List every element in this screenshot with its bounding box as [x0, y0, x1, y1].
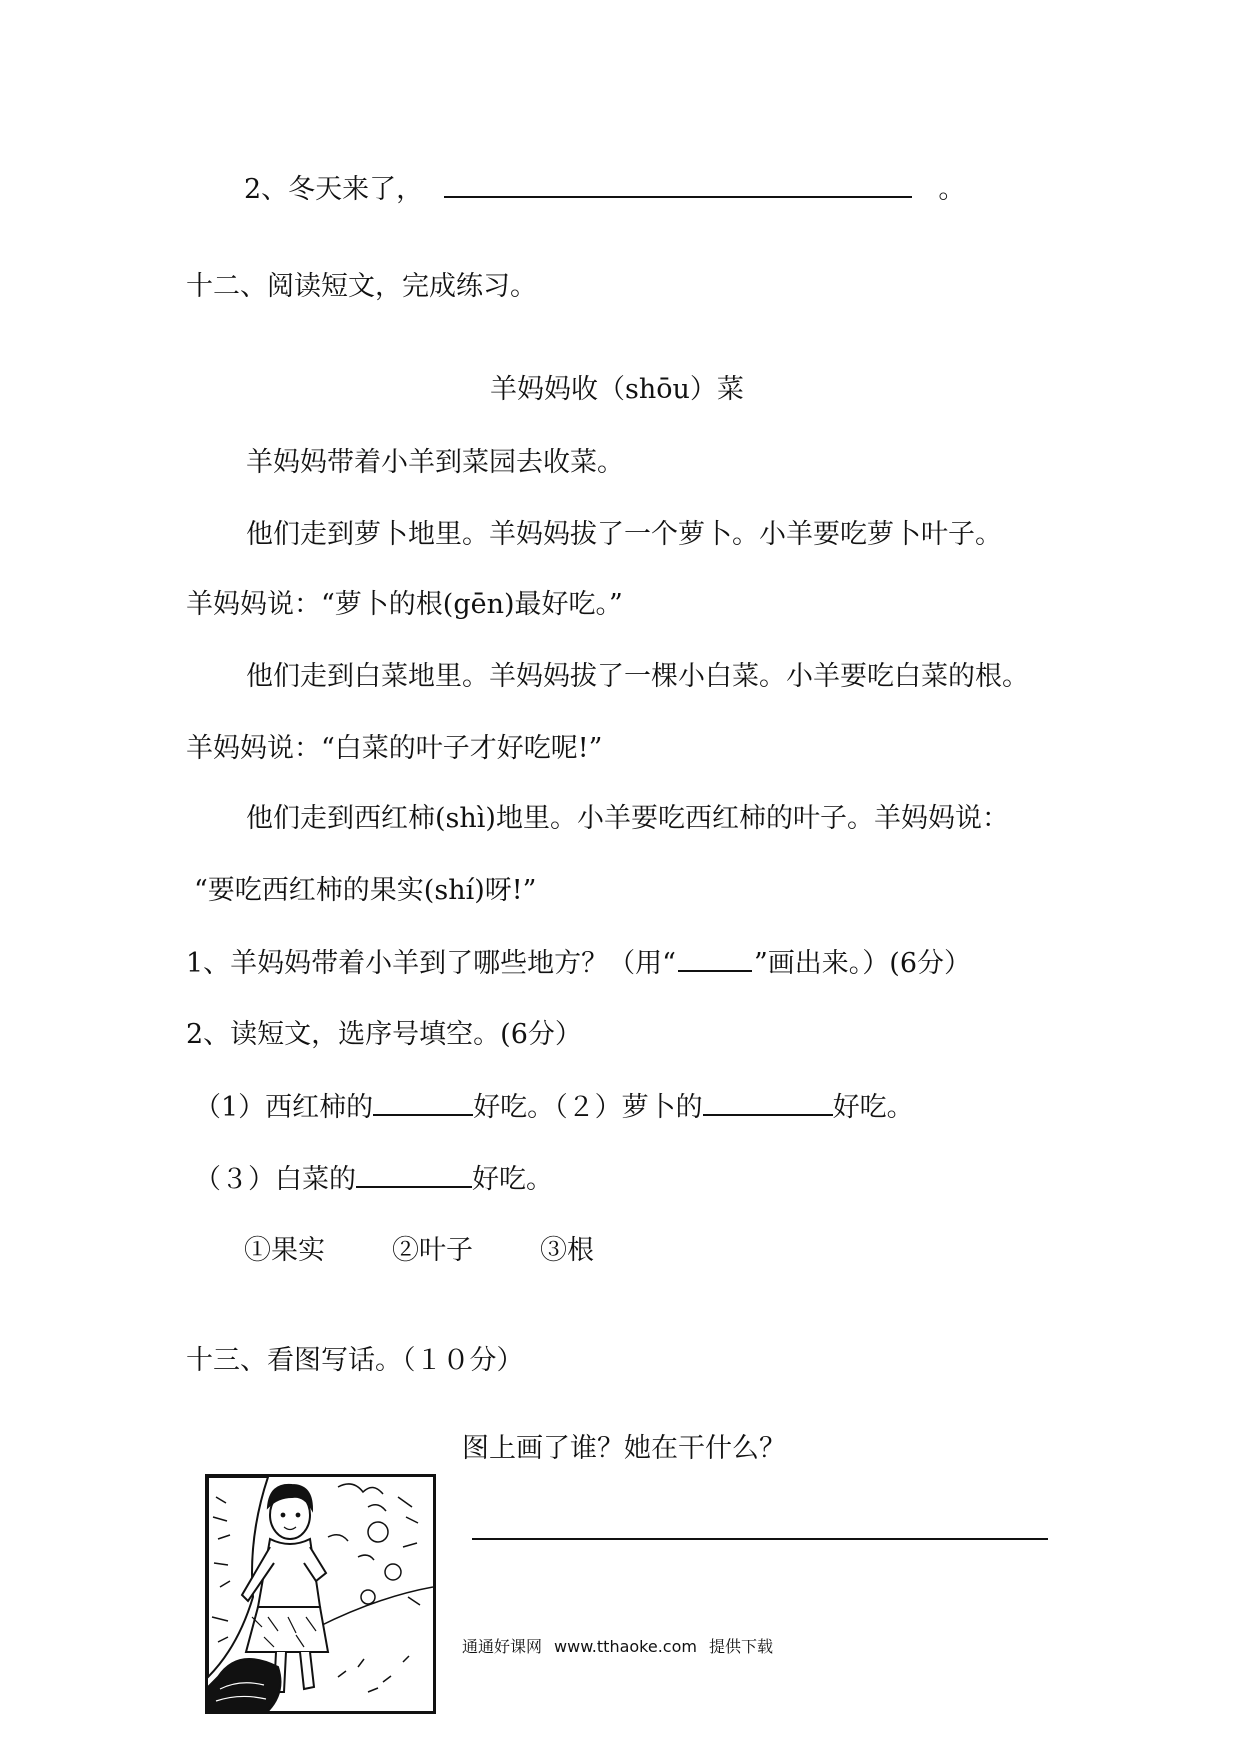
q11-item2 [244, 172, 965, 207]
option-1: ①果实 [244, 1235, 325, 1266]
q12-2-2-after: 好吃。 [832, 1092, 914, 1123]
passage-p2a: 他们走到萝卜地里。羊妈妈拔了一个萝卜。小羊要吃萝卜叶子。 [246, 519, 1002, 550]
sec13-heading: 十三、看图写话。（１０分） [186, 1345, 524, 1376]
passage-title: 羊妈妈收（shōu）菜 [490, 374, 744, 405]
q12-2-line2 [194, 1162, 553, 1197]
q12-2-1-label: （1）西红柿的 [194, 1092, 374, 1123]
girl-with-basket-icon [208, 1477, 433, 1711]
q11-item2-end: 。 [938, 174, 966, 205]
option-2: ②叶子 [392, 1235, 473, 1266]
footer-url[interactable]: www.tthaoke.com [554, 1637, 697, 1656]
passage-p4a: 他们走到西红柿(shì)地里。小羊要吃西红柿的叶子。羊妈妈说： [246, 803, 1009, 834]
sec13-prompt: 图上画了谁？她在干什么？ [462, 1433, 786, 1464]
q12-1-underline-sample [678, 946, 752, 972]
q11-item2-label: 2、冬天来了， [244, 174, 424, 205]
answer-line[interactable] [472, 1538, 1048, 1540]
q12-2-1-blank[interactable] [373, 1090, 473, 1116]
girl-illustration [205, 1474, 436, 1714]
q12-2-3-blank[interactable] [356, 1162, 472, 1188]
option-3: ③根 [540, 1235, 594, 1266]
q12-2-3-after: 好吃。 [472, 1164, 553, 1195]
passage-p4b: “要吃西红柿的果实(shí)呀!” [194, 875, 537, 906]
sec12-heading: 十二、阅读短文，完成练习。 [186, 271, 537, 302]
q12-2-2-label: （２）萝卜的 [554, 1092, 703, 1123]
q12-1 [186, 946, 971, 981]
q12-1-after: ”画出来。）(6分） [753, 948, 971, 979]
q12-2: 2、读短文，选序号填空。(6分） [186, 1019, 582, 1050]
q12-1-before: 1、羊妈妈带着小羊到了哪些地方？（用“ [186, 948, 676, 979]
passage-p3a: 他们走到白菜地里。羊妈妈拔了一棵小白菜。小羊要吃白菜的根。 [246, 661, 1029, 692]
q12-2-3-label: （３）白菜的 [194, 1164, 356, 1195]
passage-p3b: 羊妈妈说：“白菜的叶子才好吃呢!” [186, 733, 603, 764]
passage-p2b: 羊妈妈说：“萝卜的根(gēn)最好吃。” [186, 589, 623, 620]
passage-p1: 羊妈妈带着小羊到菜园去收菜。 [246, 447, 624, 478]
q12-2-1-after: 好吃。 [473, 1092, 555, 1123]
q12-2-line1 [194, 1090, 914, 1125]
q11-item2-blank[interactable] [444, 172, 912, 198]
footer-note: 提供下载 [708, 1637, 773, 1656]
footer-site: 通通好课网 [462, 1637, 543, 1656]
footer [462, 1636, 773, 1658]
q12-2-2-blank[interactable] [703, 1090, 833, 1116]
